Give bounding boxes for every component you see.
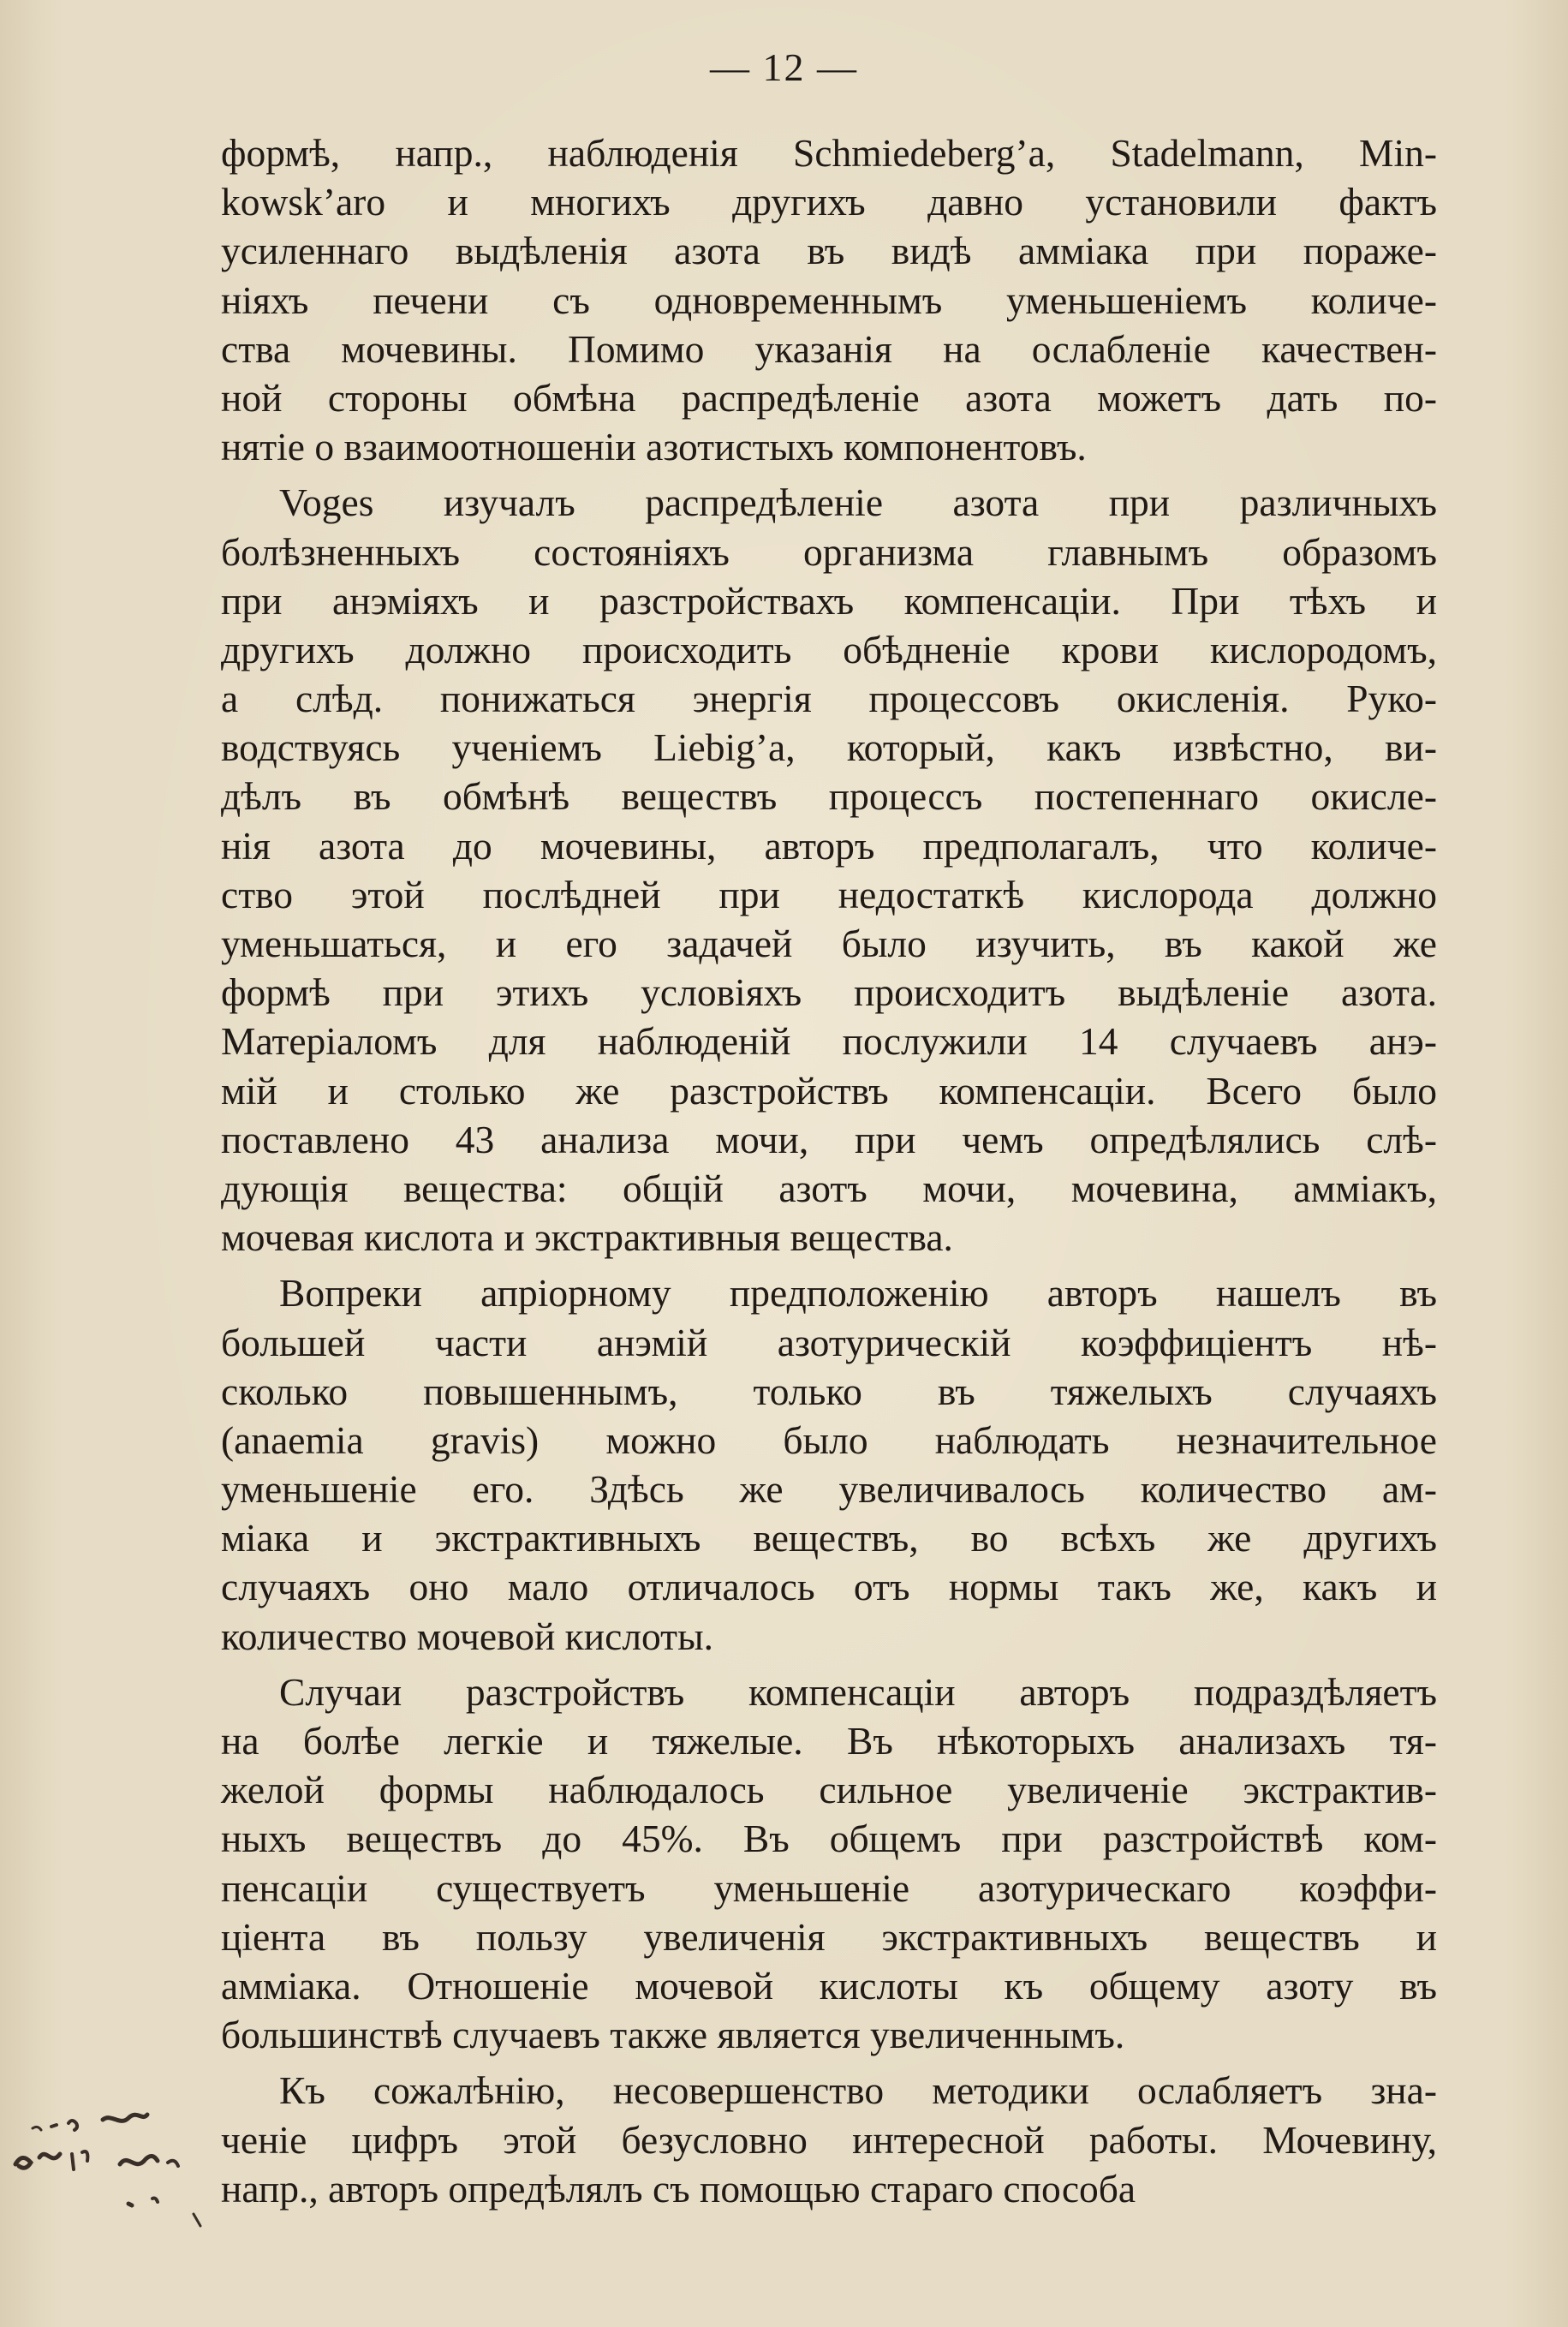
text-line: Матеріаломъ для наблюденій послужили 14 случаевъ анэ- — [221, 1019, 1437, 1064]
text-line: ныхъ веществъ до 45%. Въ общемъ при разстройствѣ ком- — [221, 1817, 1437, 1861]
text-line: уменьшаться, и его задачей было изучить, въ какой же — [221, 922, 1437, 965]
text-line: ства мочевины. Помимо указанія на ослабленіе качествен- — [221, 326, 1437, 371]
text-line: другихъ должно происходить обѣдненіе крови кислородомъ, — [221, 627, 1437, 671]
text-line: большей части анэмій азотурическій коэффиціентъ нѣ- — [221, 1320, 1437, 1364]
text-line: ціента въ пользу увеличенія экстрактивныхъ веществъ и — [221, 1914, 1437, 1959]
text-line: Къ сожалѣнію, несовершенство методики ослабляетъ зна- — [279, 2068, 1437, 2113]
handwritten-marginalia-icon — [0, 2111, 223, 2248]
text-line: дующія вещества: общій азотъ мочи, мочевина, амміакъ, — [221, 1166, 1437, 1210]
text-line: пенсаціи существуетъ уменьшеніе азотурическаго коэффи- — [221, 1865, 1437, 1910]
text-line: нія азота до мочевины, авторъ предполагалъ, что количе- — [221, 823, 1437, 868]
text-line: Voges изучалъ распредѣленіе азота при различныхъ — [279, 480, 1437, 525]
text-line: сколько повышеннымъ, только въ тяжелыхъ случаяхъ — [221, 1369, 1437, 1413]
text-line: ной стороны обмѣна распредѣленіе азота можетъ дать по- — [221, 375, 1437, 420]
page-number: — 12 — — [710, 45, 858, 89]
text-line: (anaemia gravis) можно было наблюдать незначительное — [221, 1417, 1437, 1462]
text-line: при анэміяхъ и разстройствахъ компенсаціи. При тѣхъ и — [221, 578, 1437, 623]
text-line: водствуясь ученіемъ Liebig’a, который, какъ извѣстно, ви- — [221, 725, 1437, 770]
text-line: количество мочевой кислоты. — [221, 1614, 714, 1658]
text-line: ство этой послѣдней при недостаткѣ кислорода должно — [221, 872, 1437, 916]
text-line: kowsk’aro и многихъ другихъ давно установили фактъ — [221, 180, 1437, 224]
text-line: формѣ при этихъ условіяхъ происходитъ выдѣленіе азота. — [221, 970, 1437, 1015]
text-line: амміака. Отношеніе мочевой кислоты къ общему азоту въ — [221, 1963, 1437, 2008]
text-line: а слѣд. понижаться энергія процессовъ окисленія. Руко- — [221, 677, 1437, 721]
text-line: мій и столько же разстройствъ компенсаціи. Всего было — [221, 1068, 1437, 1113]
text-line: на болѣе легкіе и тяжелые. Въ нѣкоторыхъ анализахъ тя- — [221, 1719, 1437, 1763]
text-line: нятіе о взаимоотношеніи азотистыхъ компонентовъ. — [221, 425, 1087, 469]
text-line: усиленнаго выдѣленія азота въ видѣ амміака при пораже- — [221, 229, 1437, 273]
text-line: мочевая кислота и экстрактивныя вещества. — [221, 1215, 953, 1260]
paragraph — [221, 1668, 1437, 2060]
text-line: формѣ, напр., наблюденія Schmiedeberg’a, Stadelmann, Min- — [221, 131, 1437, 175]
text-line: болѣзненныхъ состояніяхъ организма главнымъ образомъ — [221, 529, 1437, 574]
text-line: Вопреки апріорному предположенію авторъ нашелъ въ — [279, 1271, 1437, 1316]
text-line: Случаи разстройствъ компенсаціи авторъ подраздѣляетъ — [279, 1669, 1437, 1714]
text-line: случаяхъ оно мало отличалось отъ нормы такъ же, какъ и — [221, 1565, 1437, 1609]
paragraph — [221, 1268, 1437, 1661]
paragraph — [221, 2066, 1437, 2213]
text-line: уменьшеніе его. Здѣсь же увеличивалось количество ам- — [221, 1467, 1437, 1512]
text-line: дѣлъ въ обмѣнѣ веществъ процессъ постепеннаго окисле- — [221, 774, 1437, 819]
paragraph — [221, 478, 1437, 1262]
text-line: поставлено 43 анализа мочи, при чемъ опредѣлялись слѣ- — [221, 1117, 1437, 1161]
text-line: желой формы наблюдалось сильное увеличеніе экстрактив- — [221, 1768, 1437, 1812]
paragraph — [221, 128, 1437, 471]
text-line: міака и экстрактивныхъ веществъ, во всѣхъ же другихъ — [221, 1516, 1437, 1560]
text-line: ніяхъ печени съ одновременнымъ уменьшеніемъ количе- — [221, 277, 1437, 322]
text-line: ченіе цифръ этой безусловно интересной работы. Мочевину, — [221, 2117, 1437, 2162]
body-text — [221, 128, 1437, 2220]
text-line: большинствѣ случаевъ также является увеличеннымъ. — [221, 2013, 1125, 2057]
text-line: напр., авторъ опредѣлялъ съ помощью стараго способа — [221, 2166, 1136, 2211]
